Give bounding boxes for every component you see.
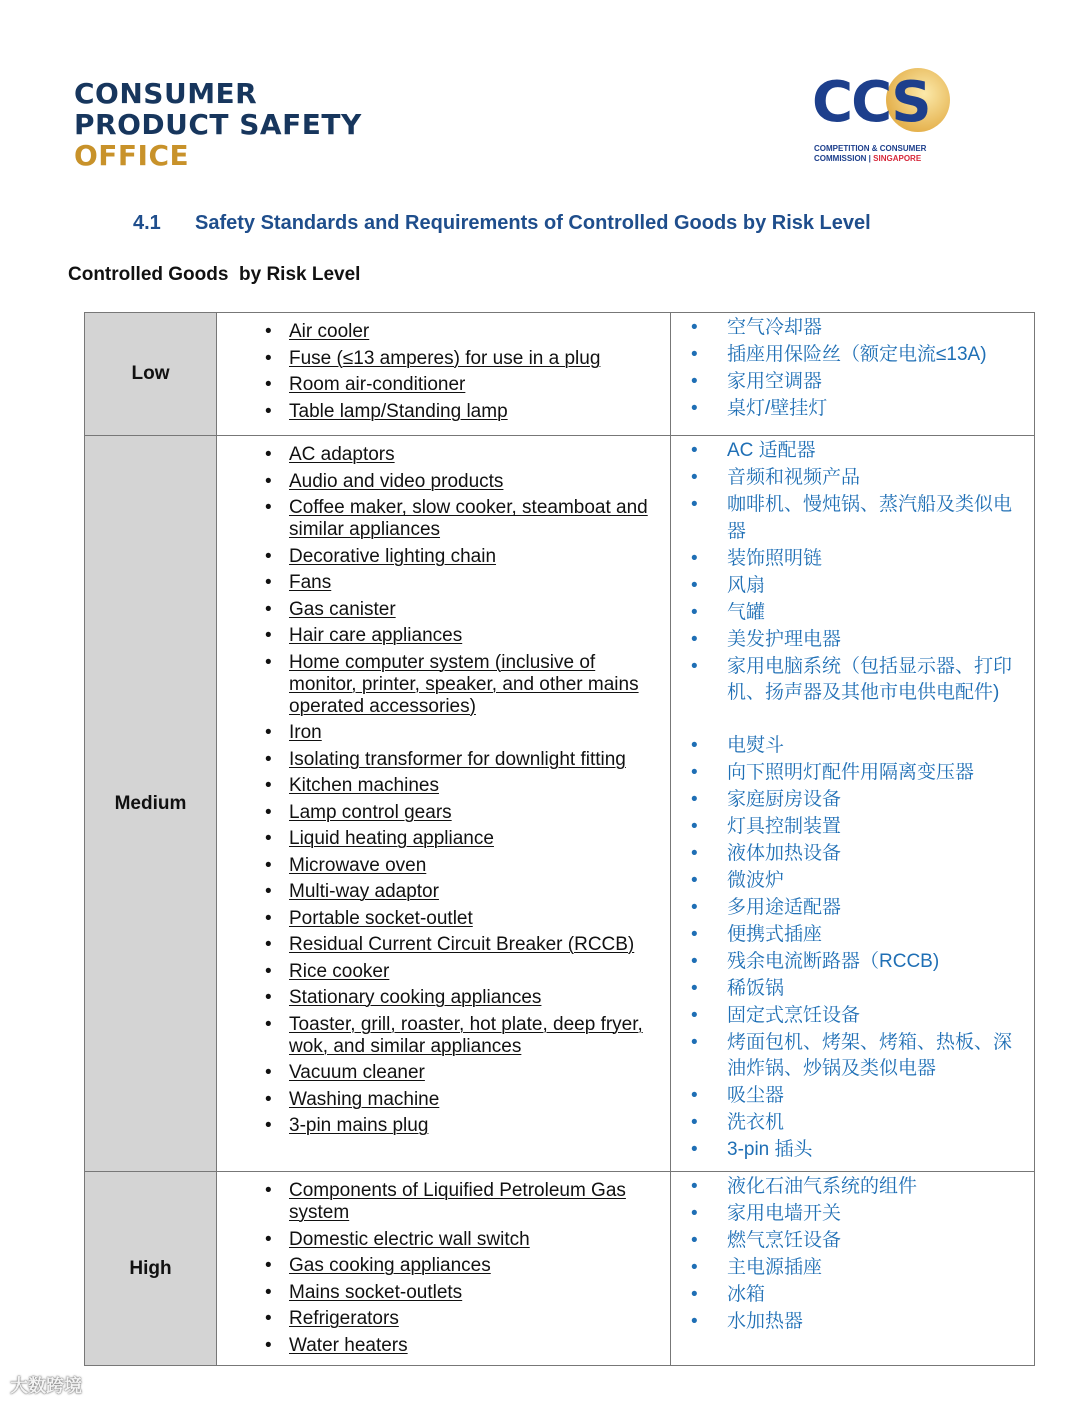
low-chinese-list (671, 313, 1034, 427)
list-item: • 3-pin mains plug (217, 1115, 664, 1137)
list-item: • Coffee maker, slow cooker, steamboat and similar appliances (217, 497, 664, 541)
list-item: • 灯具控制装置 (671, 814, 1030, 841)
list-item: • 家用空调器 (671, 369, 1030, 396)
list-item: • Audio and video products (217, 471, 664, 493)
list-item: • Isolating transformer for downlight fitting (217, 749, 664, 771)
list-item: • 主电源插座 (671, 1255, 1030, 1282)
list-item: • Water heaters (217, 1335, 664, 1357)
list-item: • Home computer system (inclusive of monitor, printer, speaker, and other mains operated accessories) (217, 652, 664, 718)
list-item: • 插座用保险丝（额定电流≤13A) (671, 342, 1030, 369)
list-item: • Domestic electric wall switch (217, 1229, 664, 1251)
list-item: • Fans (217, 572, 664, 594)
medium-chinese-list (671, 436, 1034, 1168)
low-english-cell (217, 313, 671, 436)
list-item: • Hair care appliances (217, 625, 664, 647)
high-english-list (217, 1172, 670, 1365)
list-item: • Toaster, grill, roaster, hot plate, deep fryer, wok, and similar appliances (217, 1014, 664, 1058)
footer-watermark: 大数跨境 (10, 1376, 82, 1396)
list-item: • 气罐 (671, 600, 1030, 627)
medium-chinese-cell (671, 436, 1035, 1172)
list-item: • Components of Liquified Petroleum Gas system (217, 1180, 664, 1224)
list-item: • 液化石油气系统的组件 (671, 1174, 1030, 1201)
list-item: • Iron (217, 722, 664, 744)
risk-row-high (85, 1172, 1035, 1366)
list-item: • 美发护理电器 (671, 627, 1030, 654)
list-item: • 多用途适配器 (671, 895, 1030, 922)
list-item: • Lamp control gears (217, 802, 664, 824)
cpso-logo-line2: PRODUCT SAFETY (74, 108, 362, 141)
list-item: • 装饰照明链 (671, 546, 1030, 573)
list-item: • 便携式插座 (671, 922, 1030, 949)
high-english-cell (217, 1172, 671, 1366)
list-item: • Portable socket-outlet (217, 908, 664, 930)
list-item: • AC adaptors (217, 444, 664, 466)
list-item: • 电熨斗 (671, 733, 1030, 760)
list-item: • Liquid heating appliance (217, 828, 664, 850)
list-item: • 家用电脑系统（包括显示器、打印机、扬声器及其他市电供电配件) (671, 654, 1030, 707)
list-item: • 咖啡机、慢炖锅、蒸汽船及类似电器 (671, 492, 1030, 545)
list-item: • 烤面包机、烤架、烤箱、热板、深油炸锅、炒锅及类似电器 (671, 1030, 1030, 1083)
risk-level-high: High (85, 1172, 217, 1366)
list-item: • 液体加热设备 (671, 841, 1030, 868)
cpso-logo (74, 78, 362, 171)
list-item: • Room air-conditioner (217, 374, 664, 396)
ccs-logo-line2: COMMISSION (814, 154, 867, 163)
list-item: • Fuse (≤13 amperes) for use in a plug (217, 348, 664, 370)
list-item: • 吸尘器 (671, 1083, 1030, 1110)
list-item: • 空气冷却器 (671, 315, 1030, 342)
list-item: • 冰箱 (671, 1282, 1030, 1309)
ccs-logo-acronym: CCS (812, 70, 930, 135)
list-item: • Decorative lighting chain (217, 546, 664, 568)
list-item: • Multi-way adaptor (217, 881, 664, 903)
ccs-logo-singapore: SINGAPORE (873, 154, 922, 163)
risk-level-medium: Medium (85, 436, 217, 1172)
list-item: • 燃气烹饪设备 (671, 1228, 1030, 1255)
table-caption: Controlled Goods by Risk Level (68, 264, 361, 285)
list-item: • 微波炉 (671, 868, 1030, 895)
section-title: Safety Standards and Requirements of Controlled Goods by Risk Level (195, 212, 871, 234)
cpso-logo-line1: CONSUMER (74, 77, 258, 110)
list-item: • Air cooler (217, 321, 664, 343)
cpso-logo-line3: OFFICE (74, 139, 190, 172)
list-item: • 洗衣机 (671, 1110, 1030, 1137)
risk-row-medium (85, 436, 1035, 1172)
risk-level-table (84, 312, 1035, 1366)
list-item: • 固定式烹饪设备 (671, 1003, 1030, 1030)
list-item: • Rice cooker (217, 961, 664, 983)
list-item: • Gas cooking appliances (217, 1255, 664, 1277)
list-item: • Microwave oven (217, 855, 664, 877)
list-item: • Vacuum cleaner (217, 1062, 664, 1084)
ccs-logo-line1: COMPETITION & CONSUMER (814, 144, 927, 153)
high-chinese-cell (671, 1172, 1035, 1366)
list-item: • 水加热器 (671, 1309, 1030, 1336)
medium-english-list (217, 436, 670, 1146)
list-item: • Residual Current Circuit Breaker (RCCB) (217, 934, 664, 956)
list-item: • 残余电流断路器（RCCB) (671, 949, 1030, 976)
low-chinese-cell (671, 313, 1035, 436)
low-english-list (217, 313, 670, 431)
list-item: • 3-pin 插头 (671, 1137, 1030, 1164)
list-item: • 稀饭锅 (671, 976, 1030, 1003)
risk-level-low: Low (85, 313, 217, 436)
list-item: • Gas canister (217, 599, 664, 621)
medium-english-cell (217, 436, 671, 1172)
list-item: • 风扇 (671, 573, 1030, 600)
list-item: • Table lamp/Standing lamp (217, 401, 664, 423)
high-chinese-list (671, 1172, 1034, 1340)
ccs-logo-subtitle: COMPETITION & CONSUMER COMMISSION | SINGAPORE (814, 144, 927, 163)
section-number: 4.1 (133, 212, 161, 234)
list-item: • 桌灯/壁挂灯 (671, 396, 1030, 423)
list-item: • Kitchen machines (217, 775, 664, 797)
section-heading (133, 212, 871, 235)
list-item: • Washing machine (217, 1089, 664, 1111)
ccs-logo (808, 66, 958, 174)
list-item: • 向下照明灯配件用隔离变压器 (671, 760, 1030, 787)
list-item: • Stationary cooking appliances (217, 987, 664, 1009)
list-item: • 家庭厨房设备 (671, 787, 1030, 814)
list-item: • AC 适配器 (671, 438, 1030, 465)
list-item: • 家用电墙开关 (671, 1201, 1030, 1228)
list-item: • Mains socket-outlets (217, 1282, 664, 1304)
list-item: • Refrigerators (217, 1308, 664, 1330)
risk-row-low (85, 313, 1035, 436)
list-item: • 音频和视频产品 (671, 465, 1030, 492)
